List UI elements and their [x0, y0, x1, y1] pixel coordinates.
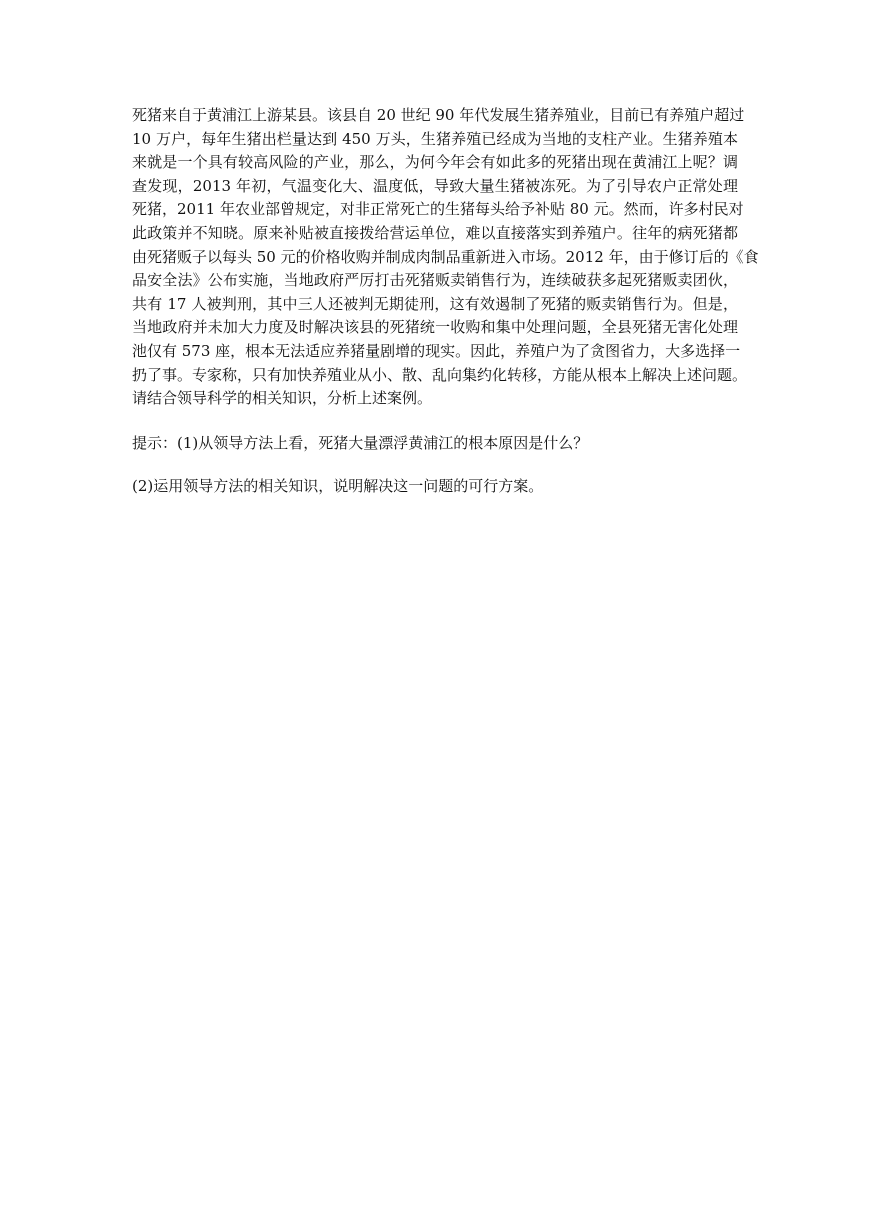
case-line: 死猪来自于黄浦江上游某县。该县自 20 世纪 90 年代发展生猪养殖业，目前已有养殖户超过: [132, 106, 745, 124]
case-line: 来就是一个具有较高风险的产业，那么，为何今年会有如此多的死猪出现在黄浦江上呢？调: [132, 153, 738, 172]
case-line: 由死猪贩子以每头 50 元的价格收购并制成肉制品重新进入市场。2012 年，由于修订后的《食: [132, 247, 759, 266]
case-line: 死猪，2011 年农业部曾规定，对非正常死亡的生猪每头给予补贴 80 元。然而，许多村民对: [132, 200, 744, 219]
case-line: 品安全法》公布实施，当地政府严厉打击死猪贩卖销售行为，连续破获多起死猪贩卖团伙，: [132, 271, 738, 290]
case-line: 当地政府并未加大力度及时解决该县的死猪统一收购和集中处理问题，全县死猪无害化处理: [132, 318, 738, 337]
case-paragraph: [132, 104, 759, 411]
case-line: 请结合领导科学的相关知识，分析上述案例。: [132, 389, 433, 408]
document-content: [132, 104, 759, 499]
case-line: 扔了事。专家称，只有加快养殖业从小、散、乱向集约化转移，方能从根本上解决上述问题。: [132, 365, 748, 384]
case-line: 查发现，2013 年初，气温变化大、温度低，导致大量生猪被冻死。为了引导农户正常处理: [132, 176, 738, 195]
case-line: 共有 17 人被判刑，其中三人还被判无期徒刑，这有效遏制了死猪的贩卖销售行为。但是，: [132, 294, 738, 313]
hint-question-2: (2)运用领导方法的相关知识，说明解决这一问题的可行方案。: [132, 477, 544, 496]
case-line: 此政策并不知晓。原来补贴被直接拨给营运单位，难以直接落实到养殖户。往年的病死猪都: [132, 223, 738, 242]
case-line: 10 万户，每年生猪出栏量达到 450 万头，生猪养殖已经成为当地的支柱产业。生猪养殖本: [132, 129, 738, 148]
case-line: 池仅有 573 座，根本无法适应养猪量剧增的现实。因此，养殖户为了贪图省力，大多选择一: [132, 341, 741, 360]
hint-question-1: 提示：(1)从领导方法上看，死猪大量漂浮黄浦江的根本原因是什么？: [132, 433, 589, 452]
